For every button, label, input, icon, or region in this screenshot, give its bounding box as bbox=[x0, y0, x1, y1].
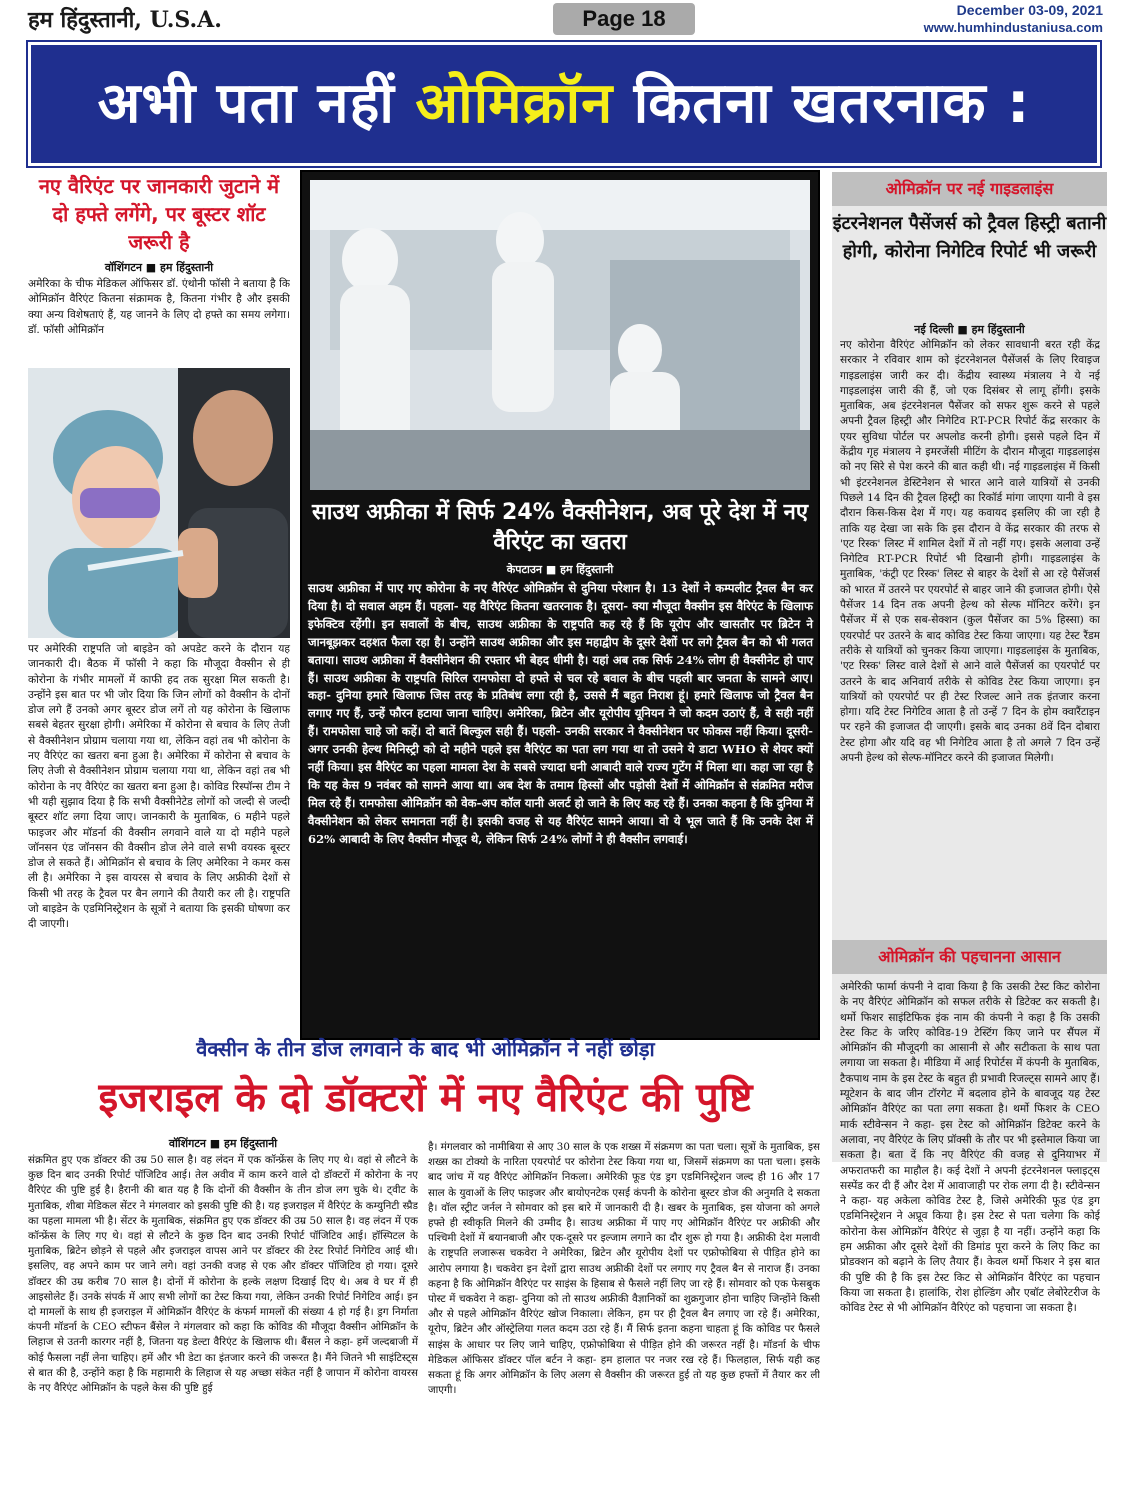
bottom-body-col1: संक्रमित हुए एक डॉक्टर की उम्र 50 साल है। वह लंदन में एक कॉन्फ्रेंस के लिए गए थे। वहां से लौटने के कुछ दिन बाद उनकी रिपोर्ट पॉजिटिव आई। तेल अवीव में काम करने वाले दो डॉक्टरों में कोरोना के नए वैरिएंट की पुष्टि हुई है। हैरानी की बात यह है कि दोनों की वैक्सीन के तीन डोज लग चुके थे। ट्वीट के मुताबिक, शीबा मेडिकल सेंटर ने मंगलवार को इसकी पुष्टि की है। यह इजराइल में वैरिएंट के कम्युनिटी स्प्रैड का पहला मामला भी है। सेंटर के मुताबिक, संक्रमित हुए एक डॉक्टर की उम्र 50 साल है। वह लंदन में एक कॉन्फ्रेंस के लिए गए थे। वहां से लौटने के कुछ दिन बाद उनकी रिपोर्ट पॉजिटिव आई। हॉस्पिटल के मुताबिक, ब्रिटेन छोड़ने से पहले और इजराइल वापस आने पर डॉक्टर की टेस्ट रिपोर्ट निगेटिव आई थी। इसलिए, वह अपने काम पर जाने लगे। वहां उनकी वजह से एक और डॉक्टर पॉजिटिव हो गया। दूसरे डॉक्टर की उम्र करीब 70 साल है। दोनों में कोरोना के हल्के लक्षण दिखाई दिए थे। अब वे घर में ही आइसोलेट हैं। उनके संपर्क में आए सभी लोगों का टेस्ट किया गया, लेकिन उनकी रिपोर्ट निगेटिव आई। इन दो मामलों के साथ ही इजराइल में ओमिक्रॉन वैरिएंट के कंफर्म मामलों की संख्या 4 हो गई है। ड्रग निर्माता कंपनी मॉडर्ना के CEO स्टीफन बैंसेल ने मंगलवार को कहा कि कोविड की मौजूदा वैक्सीन ओमिक्रॉन के लिहाज से उतनी कारगर नहीं है, जितना यह डेल्टा वैरिएंट के खिलाफ थी। बैंसल ने कहा- हमें जल्दबाजी में कोई फैसला नहीं लेना चाहिए। हमें और भी डेटा का इंतजार करने की जरूरत है। मैंने जितने भी साइंटिस्ट्स से बात की है, उन्होंने कहा है कि महामारी के लिहाज से यह अच्छा संकेत नहीं है जापान में कोरोना वायरस के नए वैरिएंट ओमिक्रॉन के पहले केस की पुष्टि हुई bbox=[28, 1154, 418, 1395]
center-byline: केपटाउन ■ हम हिंदुस्तानी bbox=[506, 563, 614, 576]
right-body-guidelines: नए कोरोना वैरिएंट ओमिक्रॉन को लेकर सावधानी बरत रही केंद्र सरकार ने रविवार शाम को इंटरनेशनल पैसेंजर्स के लिए रिवाइज गाइडलाइंस जारी कर दी। केंद्रीय स्वास्थ्य मंत्रालय ने ये नई गाइडलाइंस जारी की हैं, जो एक दिसंबर से लागू होंगी। इसके मुताबिक, अब इंटरनेशनल पैसेंजर को सफर शुरू करने से पहले अपनी ट्रैवल हिस्ट्री और निगेटिव RT-PCR रिपोर्ट केंद्र सरकार के एयर सुविधा पोर्टल पर अपलोड करनी होगी। इससे पहले दिन में केंद्रीय गृह मंत्रालय ने इमरजेंसी मीटिंग के दौरान मौजूदा गाइडलाइंस को नए सिरे से पेश करने की बात कही थी। नई गाइडलाइंस में किसी भी इंटरनेशनल डेस्टिनेशन से भारत आने वाले यात्रियों से उनकी पिछले 14 दिन की ट्रैवल हिस्ट्री का रिकॉर्ड मांगा जाएगा यानी वे इस दौरान किस-किस देश में गए। यह कवायद इसलिए की जा रही है ताकि यह देखा जा सके कि इस दौरान वे केंद्र सरकार की तरफ से 'एट रिस्क' लिस्ट में शामिल देशों में तो नहीं गए। इसके अलावा उन्हें निगेटिव RT-PCR रिपोर्ट भी दिखानी होगी। गाइडलाइंस के मुताबिक, 'कंट्री एट रिस्क' लिस्ट से बाहर के देशों से आ रहे पैसेंजर्स को भारत में उतरने पर एयरपोर्ट से बाहर जाने की इजाजत होगी। ऐसे पैसेंजर 14 दिन तक अपनी हेल्थ को सेल्फ मॉनिटर करेंगे। इन पैसेंजर में से एक सब-सेक्शन (कुल पैसेंजर का 5% हिस्सा) का एयरपोर्ट पर उतरने के बाद कोविड टेस्ट किया जाएगा। यह टेस्ट रैंडम तरीके से यात्रियों को चुनकर किया जाएगा। गाइडलाइंस के मुताबिक, 'एट रिस्क' लिस्ट वाले देशों से आने वाले पैसेंजर्स का एयरपोर्ट पर उतरने के बाद अनिवार्य तरीके से कोविड टेस्ट किया जाएगा। इन यात्रियों को एयरपोर्ट पर ही टेस्ट रिजल्ट आने तक इंतजार करना होगा। यदि टेस्ट निगेटिव आता है तो उन्हें 7 दिन के होम क्वारैंटाइन पर रहने की इजाजत दी जाएगी। इसके बाद उनका 8वें दिन दोबारा टेस्ट होगा और यदि वह भी निगेटिव आता है तो अगले 7 दिन उन्हें अपनी हेल्थ को सेल्फ-मॉनिटर करने की इजाजत मिलेगी। bbox=[840, 339, 1100, 765]
vaccination-photo-illustration bbox=[28, 368, 290, 638]
page-header bbox=[0, 0, 1135, 40]
website-link[interactable]: www.humhindustaniusa.com bbox=[923, 20, 1103, 35]
bottom-kicker: वैक्सीन के तीन डोज लगवाने के बाद भी ओमिक्रॉन ने नहीं छोड़ा bbox=[196, 1037, 655, 1061]
right-body-detection: अमेरिकी फार्मा कंपनी ने दावा किया है कि उसकी टेस्ट किट कोरोना के नए वैरिएंट ओमिक्रॉन को सफल तरीके से डिटेक्ट कर सकती है। थर्मो फिशर साइंटिफिक इंक नाम की कंपनी ने कहा है कि उसकी टेस्ट किट के जरिए कोविड-19 टेस्टिंग किए जाने पर सैंपल में ओमिक्रॉन की मौजूदगी का आसानी से और सटीकता के साथ पता लगाया जा सकता है। मीडिया में आई रिपोर्टस में कंपनी के मुताबिक, टैकपाथ नाम के इस टेस्ट के बहुत ही प्रभावी रिजल्ट्स सामने आए हैं। म्यूटेशन के बाद जीन टॉरगेट में बदलाव होने के बावजूद यह टेस्ट ओमिक्रॉन वैरिएंट का पता लगा सकता है। थर्मो फिशर के CEO मार्क स्टीवेन्सन ने कहा- इस टेस्ट को ओमिक्रॉन डिटेक्ट करने के अलावा, नए वैरिएंट के लिए प्रॉक्सी के तौर पर भी इस्तेमाल किया जा सकता है। बता दें कि नए वैरिएंट की वजह से दुनियाभर में अफरातफरी का माहौल है। कई देशों ने अपनी इंटरनेशनल फ्लाइट्स सस्पेंड कर दी हैं और देश में आवाजाही पर रोक लगा दी है। स्टीवेन्सन ने कहा- यह अकेला कोविड टेस्ट है, जिसे अमेरिकी फूड एंड ड्रग एडमिनिस्ट्रेशन ने अप्रूव किया है। इस टेस्ट से पता चलेगा कि कोई कोरोना केस ओमिक्रॉन वैरिएंट से जुड़ा है या नहीं। उन्होंने कहा कि हम अफ्रीका और दूसरे देशों की डिमांड पूरा करने के लिए किट का प्रोडक्शन को बढ़ाने के लिए तैयार हैं। केवल थर्मो फिशर ने इस बात की पुष्टि की है कि इस टेस्ट किट से ओमिक्रॉन वैरिएंट का पहचान किया जा सकता है। हालांकि, रोश होल्डिंग और एबॉट लेबोरेटरीज के कोविड टेस्ट से भी ओमिक्रॉन वैरिएंट को पहचाना जा सकता है। bbox=[840, 981, 1100, 1315]
headline-highlight: ओमिक्रॉन bbox=[415, 71, 614, 136]
right-headline: इंटरनेशनल पैसेंजर्स को ट्रैवल हिस्ट्री बतानी होगी, कोरोना निगेटिव रिपोर्ट भी जरूरी bbox=[832, 213, 1107, 262]
vaccination-photo bbox=[28, 368, 290, 638]
bottom-byline: वॉशिंगटन ■ हम हिंदुस्तानी bbox=[168, 1137, 278, 1150]
left-body: पर अमेरिकी राष्ट्रपति जो बाइडेन को अपडेट करने के दौरान यह जानकारी दी। बैठक में फॉसी ने कहा कि मौजूदा वैक्सीन से ही कोरोना के गंभीर मामलों में काफी हद तक सुरक्षा मिल सकती है। उन्होंने इस बात पर भी जोर दिया कि जिन लोगों को वैक्सीन के दोनों डोज लगे हैं उनको अगर बूस्टर डोज लगें तो यह कोरोना के खिलाफ सबसे बेहतर सुरक्षा होगी। अमेरिका में कोरोना से बचाव के लिए तेजी से वैक्सीनेशन प्रोग्राम चलाया गया था, लेकिन वहां तब भी कोरोना के नए वैरिएंट का खतरा बना हुआ है। अमेरिका में कोरोना से बचाव के लिए तेजी से वैक्सीनेशन प्रोग्राम चलाया गया था, लेकिन वहां तब भी कोरोना के नए वैरिएंट का खतरा बना हुआ है। कोविड रिस्पॉन्स टीम ने भी यही सुझाव दिया है कि सभी वैक्सीनेटेड लोगों को जल्दी से जल्दी बूस्टर शॉट लगा दिया जाए। जानकारी के मुताबिक, 6 महीने पहले फाइजर और मॉडर्ना की वैक्सीन लगवाने वाले या दो महीने पहले जॉनसन एंड जॉनसन की वैक्सीन डोज लेने वाले सभी वयस्क बूस्टर डोज ले सकते हैं। ओमिक्रॉन से बचाव के लिए अमेरिका ने कमर कस ली है। अमेरिका ने इस वायरस से बचाव के लिए अफ्रीकी देशों से किसी भी तरह के ट्रैवल पर बैन लगाने की तैयारी कर ली है। राष्ट्रपति जो बाइडेन के एडमिनिस्ट्रेशन के सूत्रों ने बताया कि इसकी घोषणा कर दी जाएगी। bbox=[28, 643, 290, 931]
issue-date: December 03-09, 2021 bbox=[956, 2, 1103, 18]
left-byline: वॉशिंगटन ■ हम हिंदुस्तानी bbox=[104, 261, 214, 274]
center-headline: साउथ अफ्रीका में सिर्फ 24% वैक्सीनेशन, अब पूरे देश में नए वैरिएंट का खतरा bbox=[311, 500, 809, 555]
bottom-headline: इजराइल के दो डॉक्टरों में नए वैरिएंट की पुष्टि bbox=[98, 1075, 753, 1121]
lab-photo-illustration bbox=[310, 180, 810, 490]
center-body: साउथ अफ्रीका में पाए गए कोरोना के नए वैरिएंट ओमिक्रॉन से दुनिया परेशान है। 13 देशों ने कम्पलीट ट्रैवल बैन कर दिया है। दो सवाल अहम हैं। पहला- यह वैरिएंट कितना खतरनाक है। दूसरा- क्या मौजूदा वैक्सीन इस वैरिएंट के खिलाफ इफेक्टिव रहेंगी। इन सवालों के बीच, साउथ अफ्रीका के राष्ट्रपति कह रहे हैं कि यूरोप और खासतौर पर ब्रिटेन ने जानबूझकर दहशत फैला रहा है। उन्होंने साउथ अफ्रीका और इस महाद्वीप के दूसरे देशों पर लगे ट्रैवल बैन को भी गलत बताया। साउथ अफ्रीका में वैक्सीनेशन की रफ्तार भी बेहद धीमी है। यहां अब तक सिर्फ 24% लोग ही वैक्सीनेट हो पाए हैं। साउथ अफ्रीका के राष्ट्रपति सिरिल रामफोसा दो हफ्ते से चल रहे बवाल के बीच पहली बार जनता के सामने आए। कहा- दुनिया हमारे खिलाफ जिस तरह के प्रतिबंध लगा रही है, उससे मैं बहुत निराश हूं। हमारे खिलाफ जो ट्रैवल बैन लगाए गए हैं, उन्हें फौरन हटाया जाना चाहिए। अमेरिका, ब्रिटेन और यूरोपीय यूनियन ने जो कदम उठाएं हैं, वे सही नहीं हैं। रामफोसा चाहे जो कहें। दो बातें बिल्कुल सही हैं। पहली- उनकी सरकार ने वैक्सीनेशन पर फोकस नहीं किया। दूसरी- अगर उनकी हेल्थ मिनिस्ट्री को दो महीने पहले इस वैरिएंट का पता लग गया था तो उसने ये डाटा WHO से शेयर क्यों नहीं किया। इस वैरिएंट का पहला मामला देश के सबसे ज्यादा घनी आबादी वाले राज्य गुटेंग में मिला था। कहा जा रहा है कि यह केस 9 नवंबर को सामने आया था। अब देश के तमाम हिस्सों और पड़ोसी देशों में ओमिक्रॉन से संक्रमित मरीज मिल रहे हैं। रामफोसा ओमिक्रॉन को वेक-अप कॉल यानी अलर्ट हो जाने के लिए कह रहे हैं। उनका कहना है कि दुनिया में वैक्सीनेशन को लेकर समानता नहीं है। इसकी वजह से यह वैरिएंट सामने आया। वो ये भूल जाते हैं कि उनके देश में 62% आबादी के लिए वैक्सीन मौजूद थे, लेकिन सिर्फ 24% लोगों ने ही वैक्सीन लगवाई। bbox=[308, 581, 813, 846]
right-byline: नई दिल्ली ■ हम हिंदुस्तानी bbox=[914, 323, 1025, 336]
lab-photo bbox=[310, 180, 810, 490]
right-section-tag-detection: ओमिक्रॉन की पहचानना आसान bbox=[832, 940, 1107, 974]
left-intro: अमेरिका के चीफ मेडिकल ऑफिसर डॉ. एंथोनी फॉसी ने बताया है कि ओमिक्रॉन वैरिएंट कितना संक्रामक है, कितना गंभीर है और इसकी क्या अन्य विशेषताएं हैं, यह जानने के लिए दो हफ्ते का समय लगेगा। डॉ. फॉसी ओमिक्रॉन bbox=[28, 278, 290, 336]
left-headline: नए वैरिएंट पर जानकारी जुटाने में दो हफ्ते लगेंगे, पर बूस्टर शॉट जरूरी है bbox=[38, 174, 280, 254]
main-banner bbox=[28, 42, 1100, 166]
right-section-tag-guidelines: ओमिक्रॉन पर नई गाइडलाइंस bbox=[832, 172, 1107, 206]
headline-part2: कितना खतरनाक : bbox=[633, 71, 1031, 136]
masthead: हम हिंदुस्तानी, U.S.A. bbox=[28, 7, 222, 33]
headline-part1: अभी पता नहीं bbox=[97, 71, 416, 136]
bottom-body-col2: है। मंगलवार को नामीबिया से आए 30 साल के एक शख्स में संक्रमण का पता चला। सूत्रों के मुताबिक, इस शख्स का टोक्यो के नारिता एयरपोर्ट पर कोरोना टेस्ट किया गया था, जिसमें संक्रमण का पता चला। इसके बाद जांच में यह वैरिएंट ओमिक्रॉन निकला। अमेरिकी फूड एंड ड्रग एडमिनिस्ट्रेशन जल्द ही 16 और 17 साल के युवाओं के लिए फाइजर और बायोएनटेक एसई कंपनी के कोरोना बूस्टर डोज की अनुमति दे सकता है। वॉल स्ट्रीट जर्नल ने सोमवार को इस बारे में जानकारी दी है। खबर के मुताबिक, इस योजना को अगले हफ्ते ही स्वीकृति मिलने की उम्मीद है। साउथ अफ्रीका में पाए गए ओमिक्रॉन वैरिएंट पर अफ्रीकी और पश्चिमी देशों में बयानबाजी और एक-दूसरे पर इल्जाम लगाने का दौर शुरू हो गया है। अफ्रीकी देश मलावी के राष्ट्रपति लजारूस चकवेरा ने अमेरिका, ब्रिटेन और यूरोपीय देशों पर एफ्रोफोबिया से पीड़ित होने का आरोप लगाया है। चकवेरा इन देशों द्वारा साउथ अफ्रीकी देशों पर लगाए गए ट्रैवल बैन से नाराज हैं। उनका कहना है कि ओमिक्रॉन वैरिएंट पर साइंस के हिसाब से फैसले नहीं लिए जा रहे हैं। सोमवार को एक फेसबुक पोस्ट में चकवेरा ने कहा- दुनिया को तो साउथ अफ्रीकी वैज्ञानिकों का शुक्रगुजार होना चाहिए जिन्होंने किसी और से पहले ओमिक्रॉन वैरिएंट खोज निकाला। लेकिन, हम पर ही ट्रैवल बैन लगाए जा रहे हैं। अमेरिका, यूरोप, ब्रिटेन और ऑस्ट्रेलिया गलत कदम उठा रहे हैं। मैं सिर्फ इतना कहना चाहता हूं कि कोविड पर फैसले साइंस के आधार पर लिए जाने चाहिए, एफ्रोफोबिया से पीड़ित होने की जरूरत नहीं है। मॉडर्ना के चीफ मेडिकल ऑफिसर डॉक्टर पॉल बर्टन ने कहा- हम हालात पर नजर रख रहे हैं। फिलहाल, सिर्फ यही कह सकता हूं कि अगर ओमिक्रॉन के लिए अलग से वैक्सीन की जरूरत हुई तो यह कुछ हफ्तों में तैयार कर ली जाएगी। bbox=[428, 1141, 820, 1397]
page-number: Page 18 bbox=[553, 3, 695, 35]
